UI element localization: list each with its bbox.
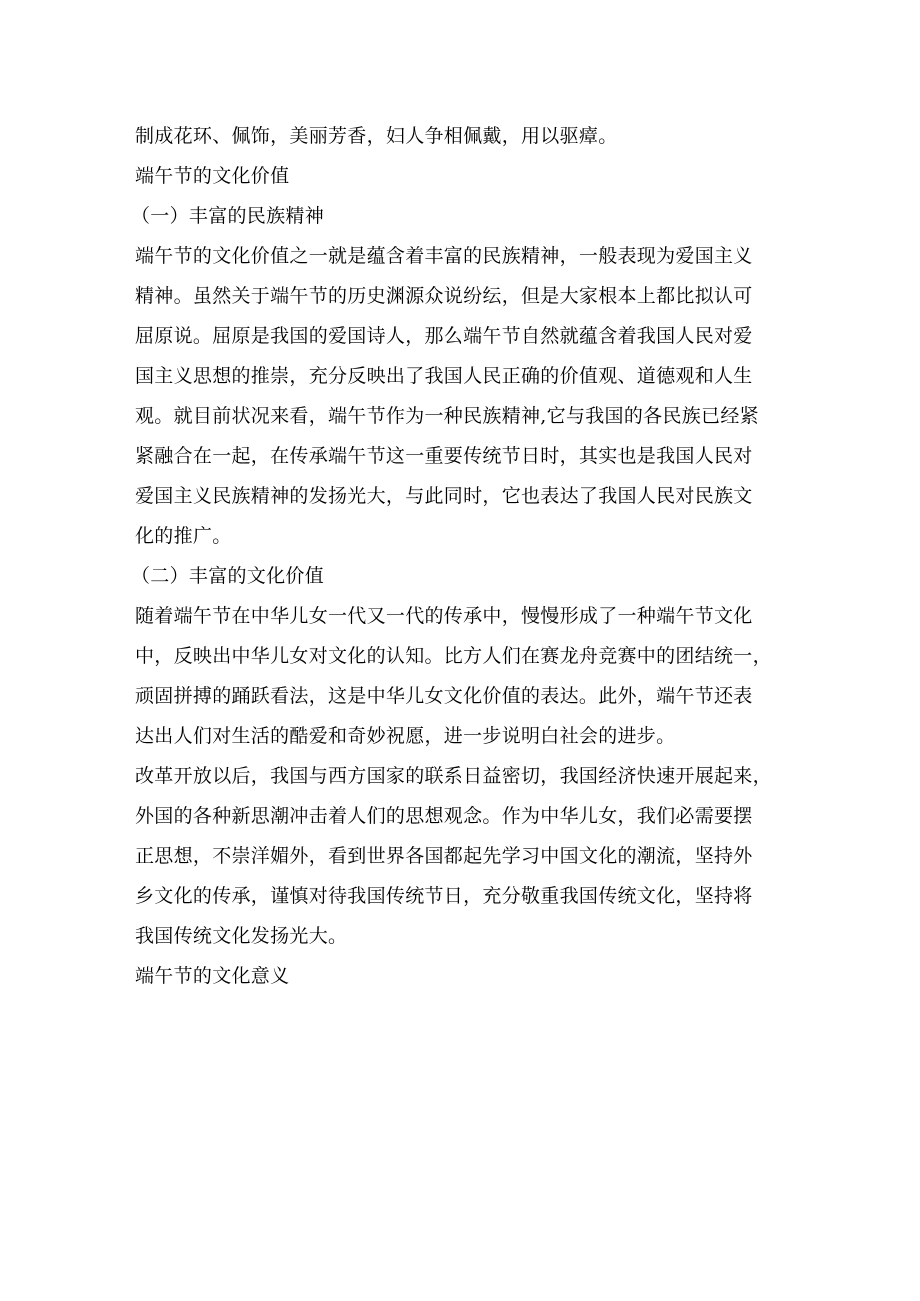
paragraph-line: 随着端午节在中华儿女一代又一代的传承中，慢慢形成了一种端午节文化 — [135, 605, 753, 627]
paragraph-line: 观。就目前状况来看，端午节作为一种民族精神,它与我国的各民族已经紧 — [135, 405, 759, 427]
document-body — [131, 116, 795, 996]
paragraph-line: 紧融合在一起，在传承端午节这一重要传统节日时，其实也是我国人民对 — [135, 445, 753, 467]
paragraph-line: 国主义思想的推崇，充分反映出了我国人民正确的价值观、道德观和人生 — [135, 365, 753, 387]
paragraph-line: 正思想，不崇洋媚外，看到世界各国都起先学习中国文化的潮流，坚持外 — [135, 845, 753, 867]
subsection-heading: （二）丰富的文化价值 — [131, 565, 325, 587]
paragraph-line: 爱国主义民族精神的发扬光大，与此同时，它也表达了我国人民对民族文 — [135, 485, 753, 507]
subsection-heading: （一）丰富的民族精神 — [131, 205, 325, 227]
paragraph-line: 乡文化的传承，谨慎对待我国传统节日，充分敬重我国传统文化，坚持将 — [135, 885, 753, 907]
paragraph-line: 端午节的文化价值之一就是蕴含着丰富的民族精神，一般表现为爱国主义 — [135, 245, 753, 267]
paragraph-line: 中，反映出中华儿女对文化的认知。比方人们在赛龙舟竞赛中的团结统一， — [135, 645, 772, 667]
paragraph-line: 顽固拼搏的踊跃看法，这是中华儿女文化价值的表达。此外，端午节还表 — [135, 685, 753, 707]
paragraph-line: 化的推广。 — [135, 525, 232, 547]
section-heading: 端午节的文化意义 — [135, 965, 290, 987]
paragraph-line: 我国传统文化发扬光大。 — [135, 925, 348, 947]
paragraph-line: 精神。虽然关于端午节的历史渊源众说纷纭，但是大家根本上都比拟认可 — [135, 285, 753, 307]
paragraph-line: 改革开放以后，我国与西方国家的联系日益密切，我国经济快速开展起来， — [135, 765, 772, 787]
paragraph-line: 达出人们对生活的酷爱和奇妙祝愿，进一步说明白社会的进步。 — [135, 725, 676, 747]
paragraph-line: 制成花环、佩饰，美丽芳香，妇人争相佩戴，用以驱瘴。 — [135, 125, 618, 147]
section-heading: 端午节的文化价值 — [135, 165, 290, 187]
paragraph-line: 屈原说。屈原是我国的爱国诗人，那么端午节自然就蕴含着我国人民对爱 — [135, 325, 753, 347]
paragraph-line: 外国的各种新思潮冲击着人们的思想观念。作为中华儿女，我们必需要摆 — [135, 805, 753, 827]
